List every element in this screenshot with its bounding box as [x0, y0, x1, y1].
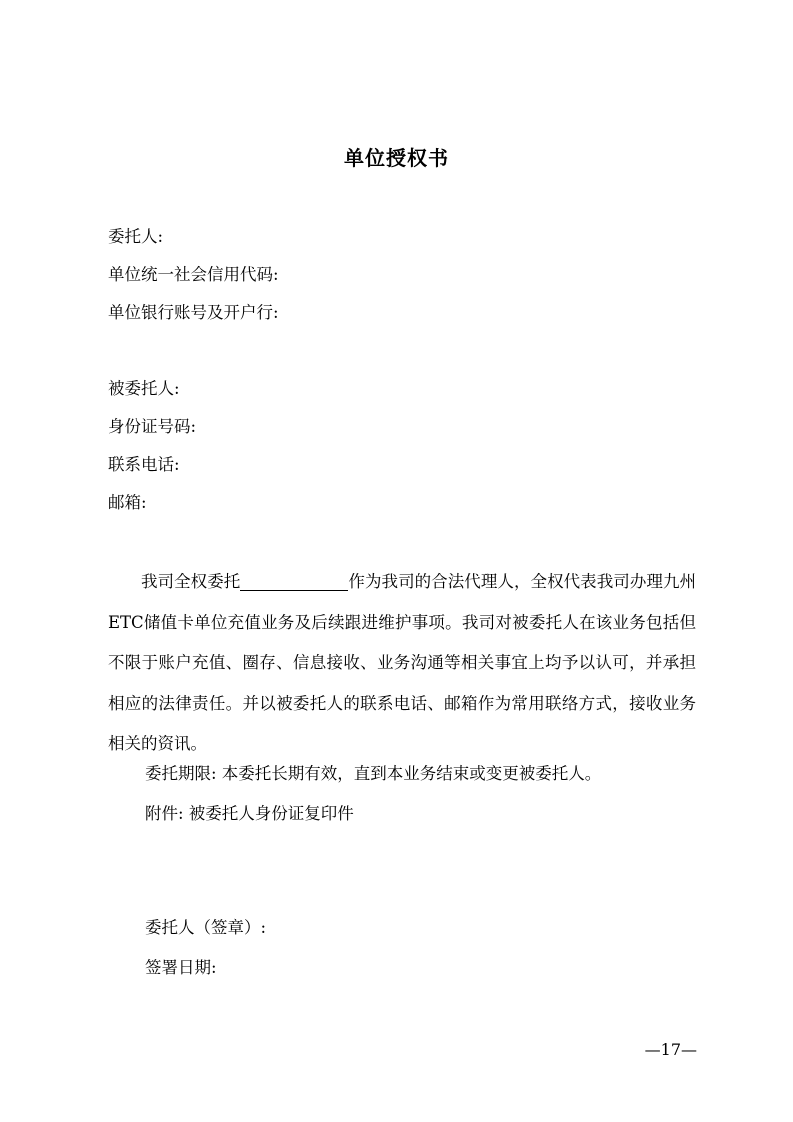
authorization-paragraph — [108, 562, 696, 765]
agent-id-label: 身份证号码: — [108, 417, 197, 436]
sign-date-label: 签署日期: — [145, 958, 217, 977]
bank-account-label: 单位银行账号及开户行: — [108, 303, 279, 322]
signature-label: 委托人（签章）: — [145, 918, 267, 937]
principal-name-label: 委托人: — [108, 227, 164, 246]
page-title: 单位授权书 — [344, 146, 449, 170]
attachment-text: 附件: 被委托人身份证复印件 — [145, 804, 354, 823]
agent-section — [108, 370, 698, 522]
paragraph-main-text: 作为我司的合法代理人，全权代表我司办理九州ETC储值卡单位充值业务及后续跟进维护事项。我司对被委托人在该业务包括但不限于账户充值、圈存、信息接收、业务沟通等相关事宜上均予以认可，并承担相应的法律责任。并以被委托人的联系电话、邮箱作为常用联络方式，接收业务相关的资讯。 — [108, 572, 697, 753]
agent-phone-label: 联系电话: — [108, 455, 180, 474]
agent-email-label: 邮箱: — [108, 493, 147, 512]
agent-name-blank — [240, 570, 348, 591]
page-number: —17— — [644, 1040, 697, 1059]
agent-name-label: 被委托人: — [108, 379, 180, 398]
principal-section — [108, 218, 698, 332]
credit-code-label: 单位统一社会信用代码: — [108, 265, 279, 284]
term-text: 委托期限: 本委托长期有效，直到本业务结束或变更被委托人。 — [145, 764, 602, 783]
paragraph-lead-text: 我司全权委托 — [141, 572, 241, 591]
